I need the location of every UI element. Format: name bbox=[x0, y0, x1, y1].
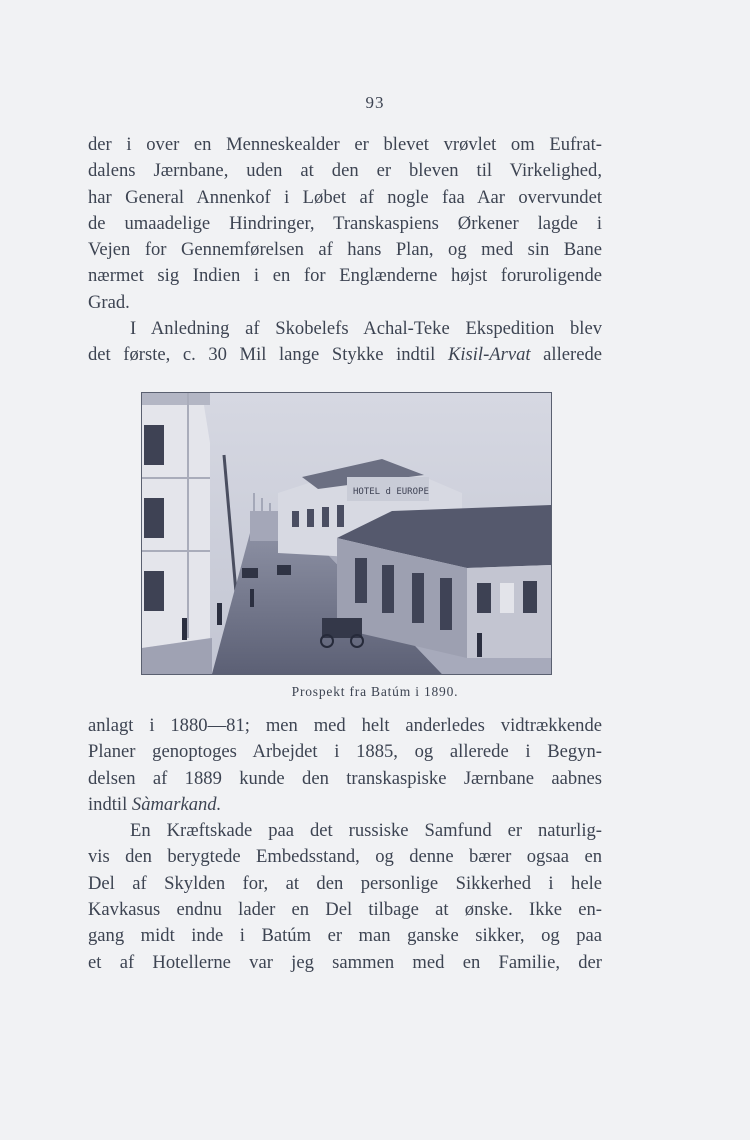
text-line: dalens Jærnbane, uden at den er bleven til Virkelighed, bbox=[88, 160, 602, 182]
text-line: et af Hotellerne var jeg sammen med en Familie, der bbox=[88, 951, 602, 973]
hotel-sign: HOTEL d EUROPE bbox=[353, 487, 429, 497]
batum-street-photograph bbox=[141, 392, 552, 675]
text-line: Del af Skylden for, at den personlige Sikkerhed i hele bbox=[88, 872, 602, 894]
text-line: Planer genoptoges Arbejdet i 1885, og allerede i Begyn- bbox=[88, 741, 602, 763]
text-line: Kavkasus endnu lader en Del tilbage at ønske. Ikke en- bbox=[88, 899, 602, 921]
text-line: gang midt inde i Batúm er man ganske sikker, og paa bbox=[88, 925, 602, 947]
text-line: Vejen for Gennemførelsen af hans Plan, og med sin Bane bbox=[88, 239, 602, 261]
figure-caption: Prospekt fra Batúm i 1890. bbox=[291, 684, 459, 699]
text-line: Grad. bbox=[88, 291, 130, 313]
text-line: I Anledning af Skobelefs Achal-Teke Ekspedition blev bbox=[130, 318, 602, 340]
text-line: anlagt i 1880—81; men med helt anderledes vidtrækkende bbox=[88, 715, 602, 736]
text-line: har General Annenkof i Løbet af nogle faa Aar overvundet bbox=[88, 186, 602, 208]
text-fragment: allerede bbox=[530, 344, 602, 366]
place-name-kisil-arvat: Kisil-Arvat bbox=[447, 344, 531, 366]
text-line: En Kræftskade paa det russiske Samfund er naturlig- bbox=[130, 820, 602, 842]
text-line: der i over en Menneskealder er blevet vrøvlet om Eufrat- bbox=[88, 134, 602, 155]
text-line: vis den berygtede Embedsstand, og denne bærer ogsaa en bbox=[88, 846, 602, 868]
place-name-samarkand: Sàmarkand. bbox=[131, 793, 222, 815]
text-line: nærmet sig Indien i en for Englænderne højst foruroligende bbox=[88, 265, 602, 287]
text-fragment: indtil bbox=[88, 793, 132, 815]
text-line bbox=[88, 342, 602, 368]
text-fragment: det første, c. 30 Mil lange Stykke indtil bbox=[88, 344, 448, 366]
page-number: 93 bbox=[365, 93, 385, 112]
paragraph-bottom bbox=[88, 713, 602, 976]
text-line bbox=[88, 792, 602, 818]
text-line: delsen af 1889 kunde den transkaspiske Jærnbane aabnes bbox=[88, 767, 602, 789]
paragraph-top bbox=[88, 132, 602, 369]
text-line: de umaadelige Hindringer, Transkaspiens Ørkener lagde i bbox=[88, 212, 602, 234]
